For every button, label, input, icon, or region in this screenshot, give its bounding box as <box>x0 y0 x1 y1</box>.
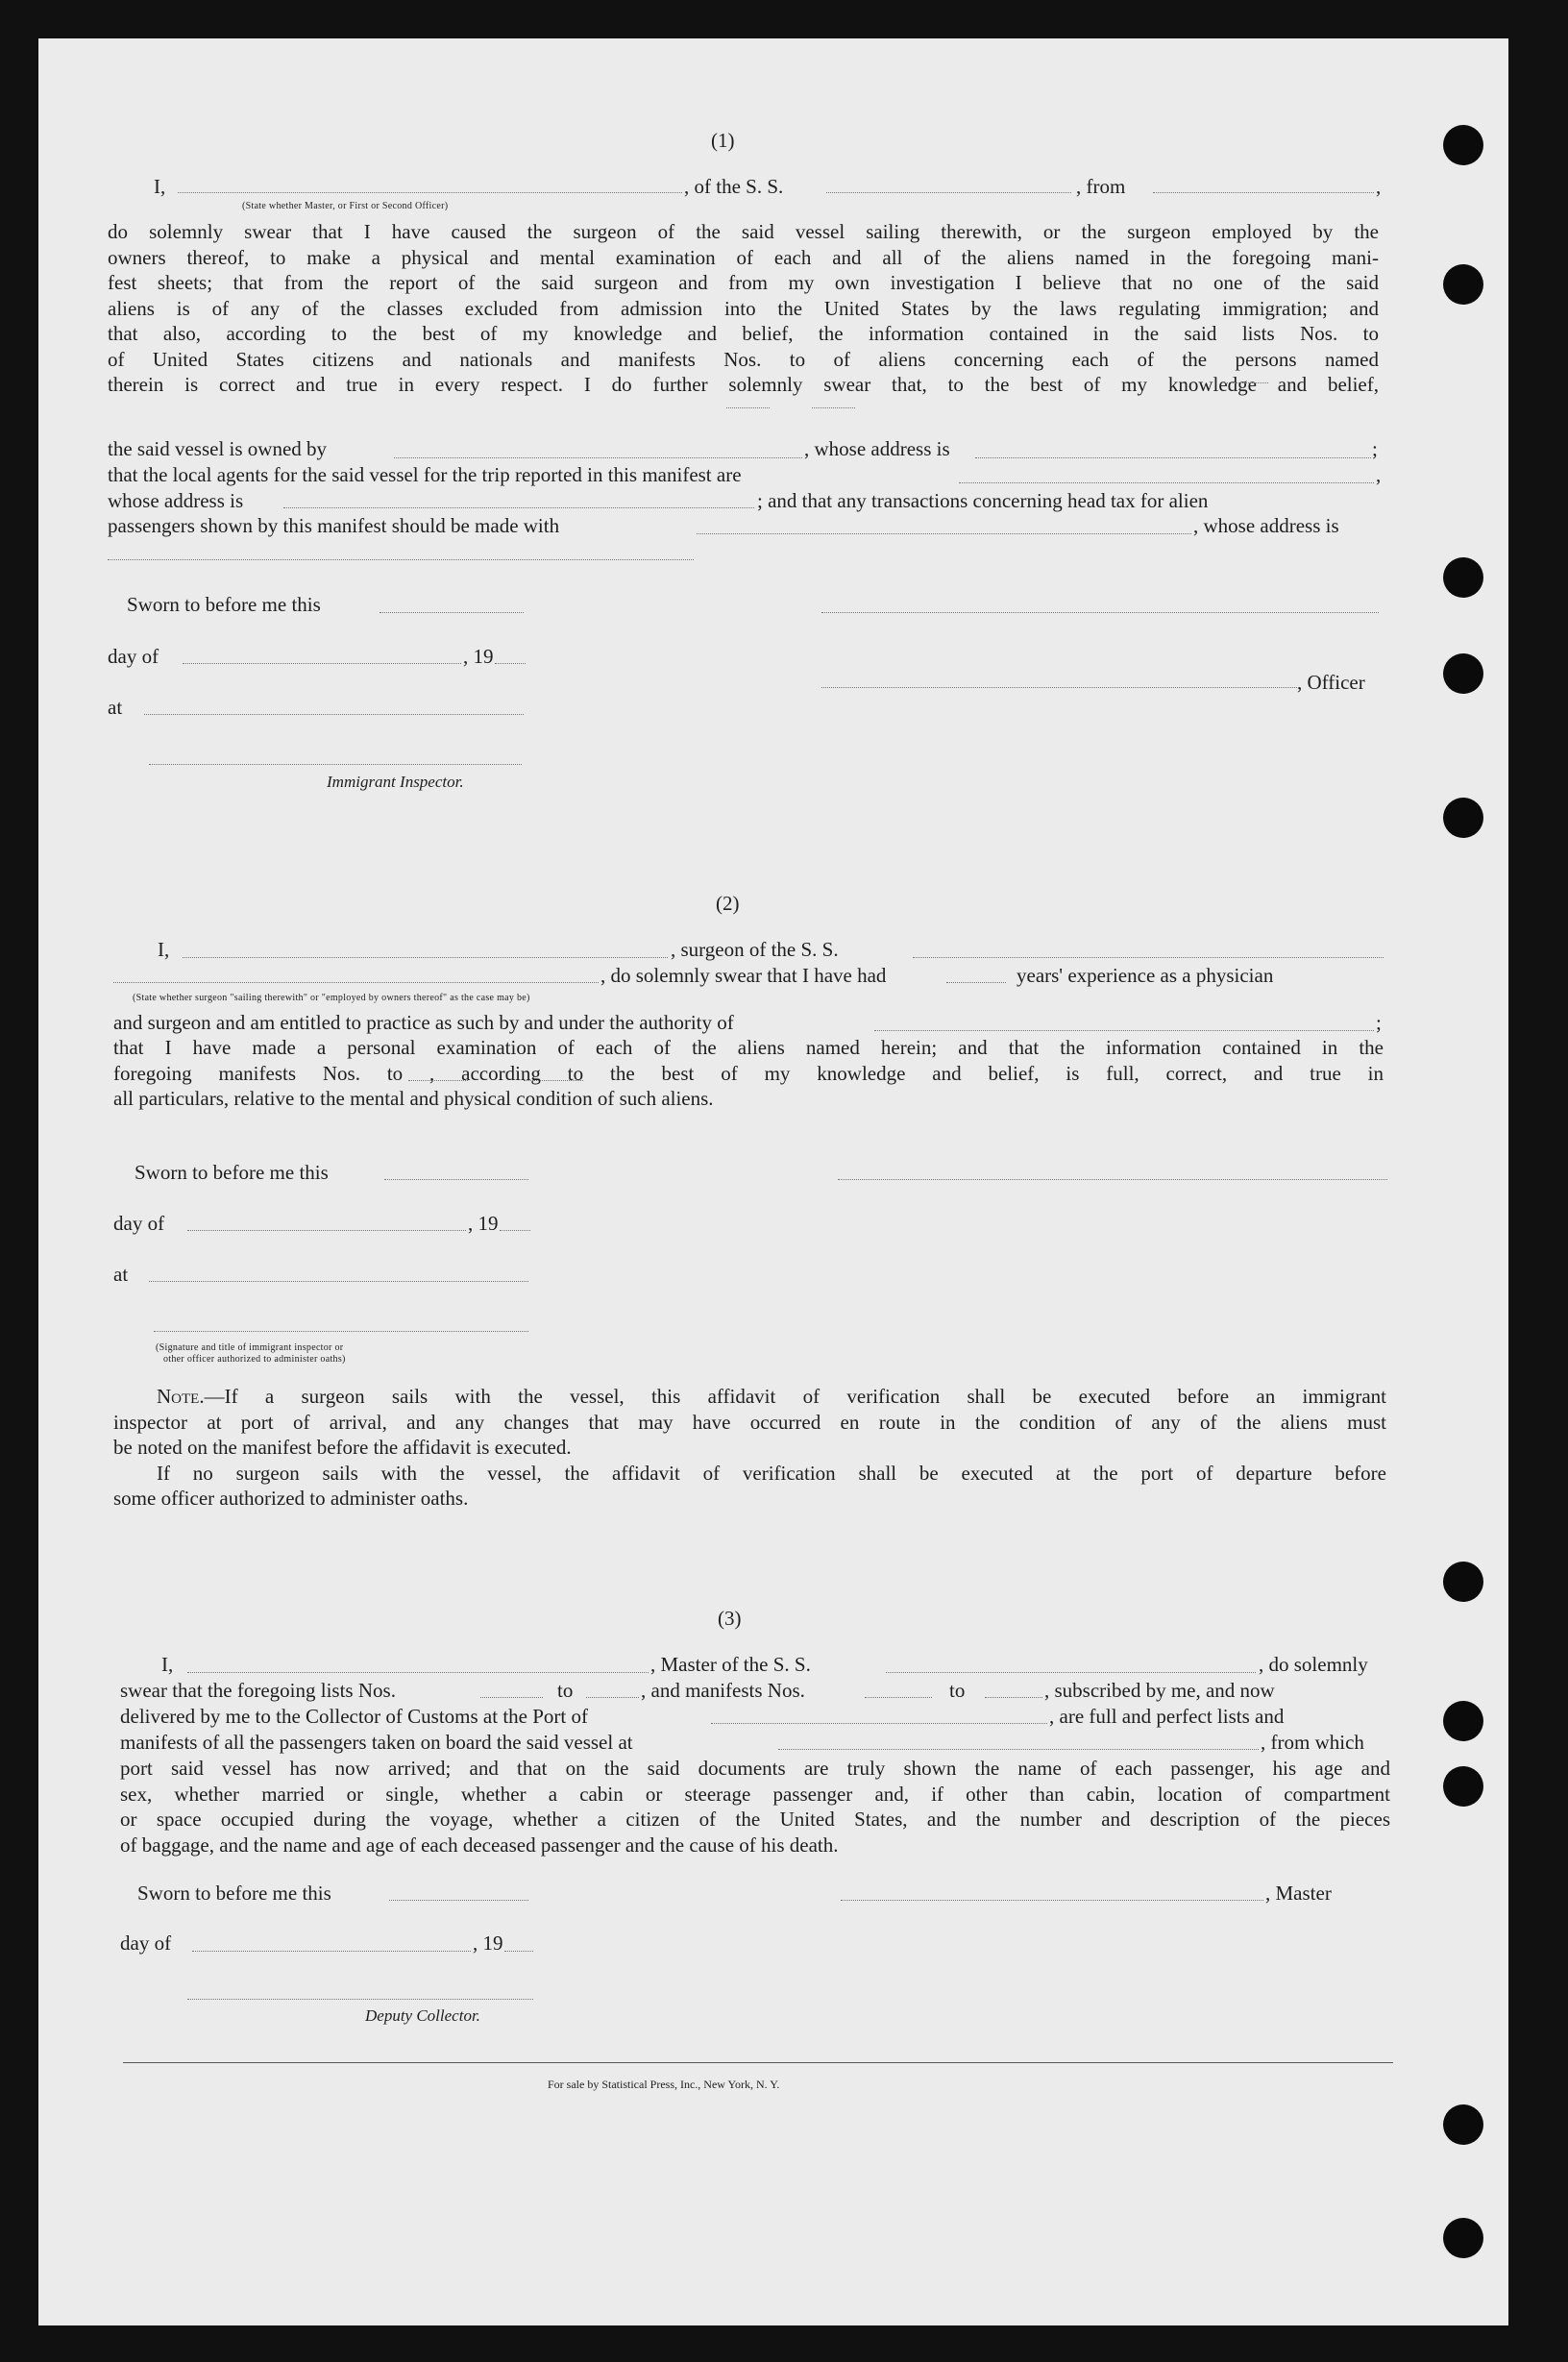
master-signature-blank[interactable] <box>841 1900 1263 1901</box>
body-line: owners thereof, to make a physical and mental examination of each and all of the aliens named in the foregoing mani- <box>108 245 1379 269</box>
do-solemnly-label: , do solemnly <box>1259 1653 1368 1676</box>
owned-by-label: the said vessel is owned by <box>108 437 328 460</box>
deputy-collector-label: Deputy Collector. <box>365 2006 480 2025</box>
manifests-all-label: manifests of all the passengers taken on board the said vessel at <box>120 1731 633 1754</box>
surgeon-status-blank[interactable] <box>113 982 599 983</box>
owner-blank[interactable] <box>394 457 802 458</box>
deputy-signature-blank[interactable] <box>187 1999 533 2000</box>
authority-blank[interactable] <box>874 1030 1374 1031</box>
place-blank[interactable] <box>144 714 524 715</box>
subscribed-label: , subscribed by me, and now <box>1044 1679 1275 1702</box>
year-blank[interactable] <box>504 1951 533 1952</box>
body-line: fest sheets; that from the report of the said surgeon and from my own investigation I believe that no one of the said <box>108 271 1379 294</box>
signature-hint: other officer authorized to administer oaths) <box>163 1354 346 1365</box>
body-line: do solemnly swear that I have caused the surgeon of the said vessel sailing therewith, or the surgeon employed by the <box>108 220 1379 243</box>
comma: , <box>1376 463 1382 486</box>
punch-hole <box>1443 1701 1483 1741</box>
punch-hole <box>1443 2104 1483 2145</box>
vessel-name-blank[interactable] <box>913 957 1384 958</box>
month-blank[interactable] <box>183 663 461 664</box>
body-line: therein is correct and true in every respect. I do further solemnly swear that, to the best of my knowledge and belief, <box>108 373 1379 396</box>
master-name-blank[interactable] <box>187 1672 649 1673</box>
note-line: If no surgeon sails with the vessel, the affidavit of verification shall be executed at the port of departure before <box>157 1461 1386 1485</box>
head-tax-label: ; and that any transactions concerning head tax for alien <box>757 489 1209 512</box>
section-2-number: (2) <box>716 892 740 915</box>
year-label: , 19 <box>468 1212 499 1235</box>
body-line: sex, whether married or single, whether a cabin or steerage passenger and, if other than cabin, location of compartment <box>120 1782 1390 1806</box>
body-line: aliens is of any of the classes excluded from admission into the United States by the laws regulating immigration; and <box>108 296 1379 320</box>
month-blank[interactable] <box>192 1951 471 1952</box>
officer-name-blank[interactable] <box>178 192 682 193</box>
swear-lists-label: swear that the foregoing lists Nos. <box>120 1679 396 1702</box>
body-line: that I have made a personal examination of each of the aliens named herein; and that the information contained in the <box>113 1036 1384 1059</box>
foregoing-nos-from-blank[interactable] <box>408 1080 468 1081</box>
officer-rank-hint: (State whether Master, or First or Second Officer) <box>242 201 449 211</box>
note-line <box>113 1384 1386 1410</box>
section-3-body <box>120 1756 1390 1858</box>
note-line: some officer authorized to administer oaths. <box>113 1487 469 1510</box>
from-which-label: , from which <box>1261 1731 1364 1754</box>
local-agents-label: that the local agents for the said vessel for the trip reported in this manifest are <box>108 463 742 486</box>
are-full-label: , are full and perfect lists and <box>1049 1705 1285 1728</box>
officer-signature-blank[interactable] <box>821 612 1379 613</box>
foregoing-nos-to-blank[interactable] <box>524 1080 583 1081</box>
whose-address-label: , whose address is <box>804 437 950 460</box>
surgeon-status-hint: (State whether surgeon "sailing therewith" or "employed by owners thereof" as the case may be) <box>133 993 530 1003</box>
head-tax-party-blank[interactable] <box>697 533 1191 534</box>
inspector-signature-blank[interactable] <box>154 1331 528 1332</box>
note-line: be noted on the manifest before the affidavit is executed. <box>113 1436 572 1459</box>
semicolon: ; <box>1372 437 1378 460</box>
manifest-affidavit-page <box>38 38 1508 2325</box>
punch-hole <box>1443 2218 1483 2258</box>
footer-rule <box>123 2062 1393 2063</box>
sworn-label: Sworn to before me this <box>135 1161 329 1184</box>
punch-hole <box>1443 264 1483 305</box>
punch-hole <box>1443 1562 1483 1602</box>
officer-label: , Officer <box>1297 671 1365 694</box>
sworn-date-blank[interactable] <box>384 1179 528 1180</box>
lists-nos-from-blank[interactable] <box>1225 382 1268 383</box>
head-tax-address-blank[interactable] <box>108 559 694 560</box>
surgeon-signature-blank[interactable] <box>838 1179 1387 1180</box>
note-line: inspector at port of arrival, and any changes that may have occurred en route in the condition of any of the aliens must <box>113 1410 1386 1434</box>
authority-label: and surgeon and am entitled to practice as such by and under the authority of <box>113 1011 734 1034</box>
vessel-name-blank[interactable] <box>886 1672 1256 1673</box>
day-of-label: day of <box>108 645 159 668</box>
manifests-nos-from-blank[interactable] <box>726 407 770 408</box>
comma: , <box>1376 175 1382 198</box>
year-label: , 19 <box>463 645 494 668</box>
vessel-name-blank[interactable] <box>826 192 1071 193</box>
manifests-to-blank[interactable] <box>985 1697 1042 1698</box>
local-agents-blank[interactable] <box>959 482 1374 483</box>
body-line: port said vessel has now arrived; and that on the said documents are truly shown the name of each passenger, his age and <box>120 1757 1390 1780</box>
swear-label: , do solemnly swear that I have had <box>600 964 887 987</box>
body-line: or space occupied during the voyage, whether a citizen of the United States, and the number and description of the pieces <box>120 1808 1390 1831</box>
place-blank[interactable] <box>149 1281 528 1282</box>
section-2-body <box>113 1035 1384 1112</box>
delivered-label: delivered by me to the Collector of Customs at the Port of <box>120 1705 588 1728</box>
month-blank[interactable] <box>187 1230 466 1231</box>
year-label: , 19 <box>473 1931 503 1955</box>
port-blank[interactable] <box>711 1723 1047 1724</box>
inspector-signature-blank[interactable] <box>149 764 522 765</box>
agent-address-blank[interactable] <box>283 507 754 508</box>
printer-credit: For sale by Statistical Press, Inc., New York, N. Y. <box>548 2078 780 2091</box>
punch-hole <box>1443 1766 1483 1807</box>
surgeon-name-blank[interactable] <box>183 957 668 958</box>
note-block <box>113 1384 1386 1512</box>
manifests-from-blank[interactable] <box>865 1697 932 1698</box>
day-of-label: day of <box>120 1931 172 1955</box>
owner-address-blank[interactable] <box>975 457 1371 458</box>
from-label: , from <box>1076 175 1126 198</box>
and-manifests-label: , and manifests Nos. <box>641 1679 805 1702</box>
section-2-opening: I, <box>158 938 170 961</box>
signature-hint: (Signature and title of immigrant inspector or <box>156 1342 344 1353</box>
of-the-ss-label: , of the S. S. <box>684 175 784 198</box>
section-1-opening: I, <box>154 175 166 198</box>
surgeon-of-label: , surgeon of the S. S. <box>671 938 839 961</box>
from-port-blank[interactable] <box>1153 192 1374 193</box>
master-of-label: , Master of the S. S. <box>650 1653 811 1676</box>
master-label: , Master <box>1265 1882 1332 1905</box>
manifests-nos-to-blank[interactable] <box>812 407 855 408</box>
lists-to-blank[interactable] <box>586 1697 639 1698</box>
year-blank[interactable] <box>500 1230 530 1231</box>
lists-from-blank[interactable] <box>480 1697 543 1698</box>
semicolon: ; <box>1376 1011 1382 1034</box>
years-label: years' experience as a physician <box>1017 964 1274 987</box>
sworn-date-blank[interactable] <box>389 1900 528 1901</box>
to-label: to <box>949 1679 966 1702</box>
passengers-label: passengers shown by this manifest should be made with <box>108 514 560 537</box>
body-line: foregoing manifests Nos. to , according to the best of my knowledge and belief, is full, correct, and true in <box>113 1061 1384 1085</box>
years-blank[interactable] <box>946 982 1006 983</box>
sworn-label: Sworn to before me this <box>127 593 321 616</box>
at-label: at <box>108 696 123 719</box>
body-line: of United States citizens and nationals and manifests Nos. to of aliens concerning each of the persons named <box>108 347 1379 371</box>
section-3-number: (3) <box>718 1607 742 1630</box>
to-label: to <box>557 1679 574 1702</box>
note-text: —If a surgeon sails with the vessel, this affidavit of verification shall be executed before an immigrant <box>204 1385 1386 1408</box>
at-label: at <box>113 1263 129 1286</box>
section-1-number: (1) <box>711 129 735 152</box>
punch-hole <box>1443 798 1483 838</box>
whose-address-label: whose address is <box>108 489 244 512</box>
section-3-opening: I, <box>161 1653 174 1676</box>
sworn-date-blank[interactable] <box>380 612 524 613</box>
body-line: all particulars, relative to the mental and physical condition of such aliens. <box>113 1087 714 1110</box>
officer-title-blank[interactable] <box>821 687 1297 688</box>
embark-port-blank[interactable] <box>778 1749 1259 1750</box>
punch-hole <box>1443 125 1483 165</box>
day-of-label: day of <box>113 1212 165 1235</box>
whose-address-label: , whose address is <box>1193 514 1339 537</box>
note-label: Note. <box>157 1385 205 1408</box>
punch-hole <box>1443 653 1483 694</box>
immigrant-inspector-label: Immigrant Inspector. <box>327 773 464 791</box>
sworn-label: Sworn to before me this <box>137 1882 331 1905</box>
body-line: of baggage, and the name and age of each deceased passenger and the cause of his death. <box>120 1833 839 1857</box>
year-blank[interactable] <box>495 663 526 664</box>
section-1-body <box>108 219 1379 398</box>
punch-hole <box>1443 557 1483 598</box>
body-line: that also, according to the best of my knowledge and belief, the information contained in the said lists Nos. to <box>108 322 1379 345</box>
